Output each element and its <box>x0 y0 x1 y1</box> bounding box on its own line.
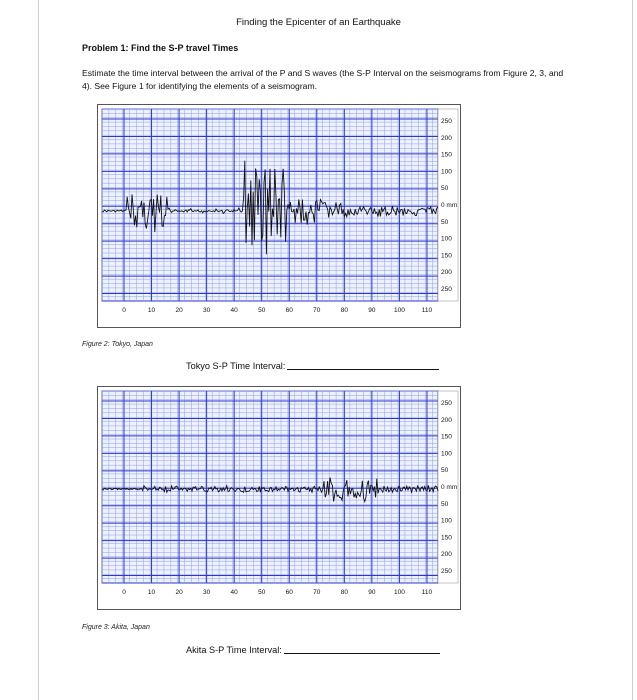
x-tick-label: 10 <box>147 307 156 314</box>
x-tick-label: 80 <box>340 307 348 314</box>
x-tick-label: 30 <box>203 307 211 314</box>
x-tick-label: 50 <box>258 307 266 314</box>
seismogram-svg <box>98 105 460 327</box>
y-tick-label: 200 <box>441 269 452 277</box>
tokyo-answer-line[interactable] <box>287 369 439 370</box>
akita-interval-label: Akita S-P Time Interval: <box>186 645 282 655</box>
x-tick-label: 100 <box>393 589 405 596</box>
x-tick-label: 110 <box>421 307 433 314</box>
y-tick-label: 250 <box>441 400 452 407</box>
x-tick-label: 50 <box>258 589 266 596</box>
y-tick-label: 100 <box>441 450 452 458</box>
y-tick-label: 100 <box>441 235 452 243</box>
y-tick-label: 50 <box>441 467 449 475</box>
y-tick-label: 0 mm <box>441 484 458 491</box>
y-tick-label: 200 <box>441 551 452 559</box>
x-tick-label: 40 <box>230 307 238 314</box>
x-tick-label: 80 <box>340 589 348 596</box>
x-tick-label: 70 <box>313 589 321 596</box>
y-tick-label: 100 <box>441 168 452 176</box>
akita-interval-field[interactable] <box>186 645 440 655</box>
y-tick-label: 200 <box>441 416 452 424</box>
y-tick-label: 100 <box>441 517 452 525</box>
x-tick-label: 110 <box>421 589 433 596</box>
seismogram-tokyo <box>97 104 461 328</box>
problem-heading: Problem 1: Find the S-P travel Times <box>82 43 239 53</box>
y-tick-label: 50 <box>441 218 449 226</box>
y-tick-label: 150 <box>441 252 452 260</box>
x-tick-label: 20 <box>175 307 183 314</box>
y-tick-label: 150 <box>441 151 452 159</box>
instructions-text: Estimate the time interval between the arrival of the P and S waves (the S-P Interval on the seismograms from Figure 2, 3, and 4). See Figure 1 for identifying the elements of a seismogram. <box>82 68 564 91</box>
y-tick-label: 0 mm <box>441 202 458 209</box>
seismogram-akita <box>97 386 461 610</box>
x-tick-label: 70 <box>313 307 321 314</box>
y-tick-label: 250 <box>441 118 452 125</box>
tokyo-interval-label: Tokyo S-P Time Interval: <box>186 361 286 371</box>
x-tick-label: 60 <box>285 307 293 314</box>
y-tick-label: 200 <box>441 134 452 142</box>
x-tick-label: 60 <box>285 589 293 596</box>
x-tick-label: 90 <box>368 307 376 314</box>
figure-caption-akita: Figure 3: Akita, Japan <box>82 624 150 631</box>
y-tick-label: 50 <box>441 500 449 508</box>
seismogram-svg <box>98 387 460 609</box>
x-tick-label: 40 <box>230 589 238 596</box>
x-tick-label: 0 <box>122 589 126 596</box>
tokyo-interval-field[interactable] <box>186 361 439 371</box>
x-tick-label: 10 <box>147 589 156 596</box>
x-tick-label: 30 <box>203 589 211 596</box>
y-tick-label: 250 <box>441 286 452 293</box>
x-tick-label: 100 <box>393 307 405 314</box>
akita-answer-line[interactable] <box>284 653 440 654</box>
x-tick-label: 20 <box>175 589 183 596</box>
y-tick-label: 150 <box>441 534 452 542</box>
x-tick-label: 0 <box>122 307 126 314</box>
x-tick-label: 90 <box>368 589 376 596</box>
y-tick-label: 150 <box>441 433 452 441</box>
y-tick-label: 250 <box>441 568 452 575</box>
figure-caption-tokyo: Figure 2: Tokyo, Japan <box>82 341 153 348</box>
y-tick-label: 50 <box>441 185 449 193</box>
page-title: Finding the Epicenter of an Earthquake <box>236 17 401 28</box>
